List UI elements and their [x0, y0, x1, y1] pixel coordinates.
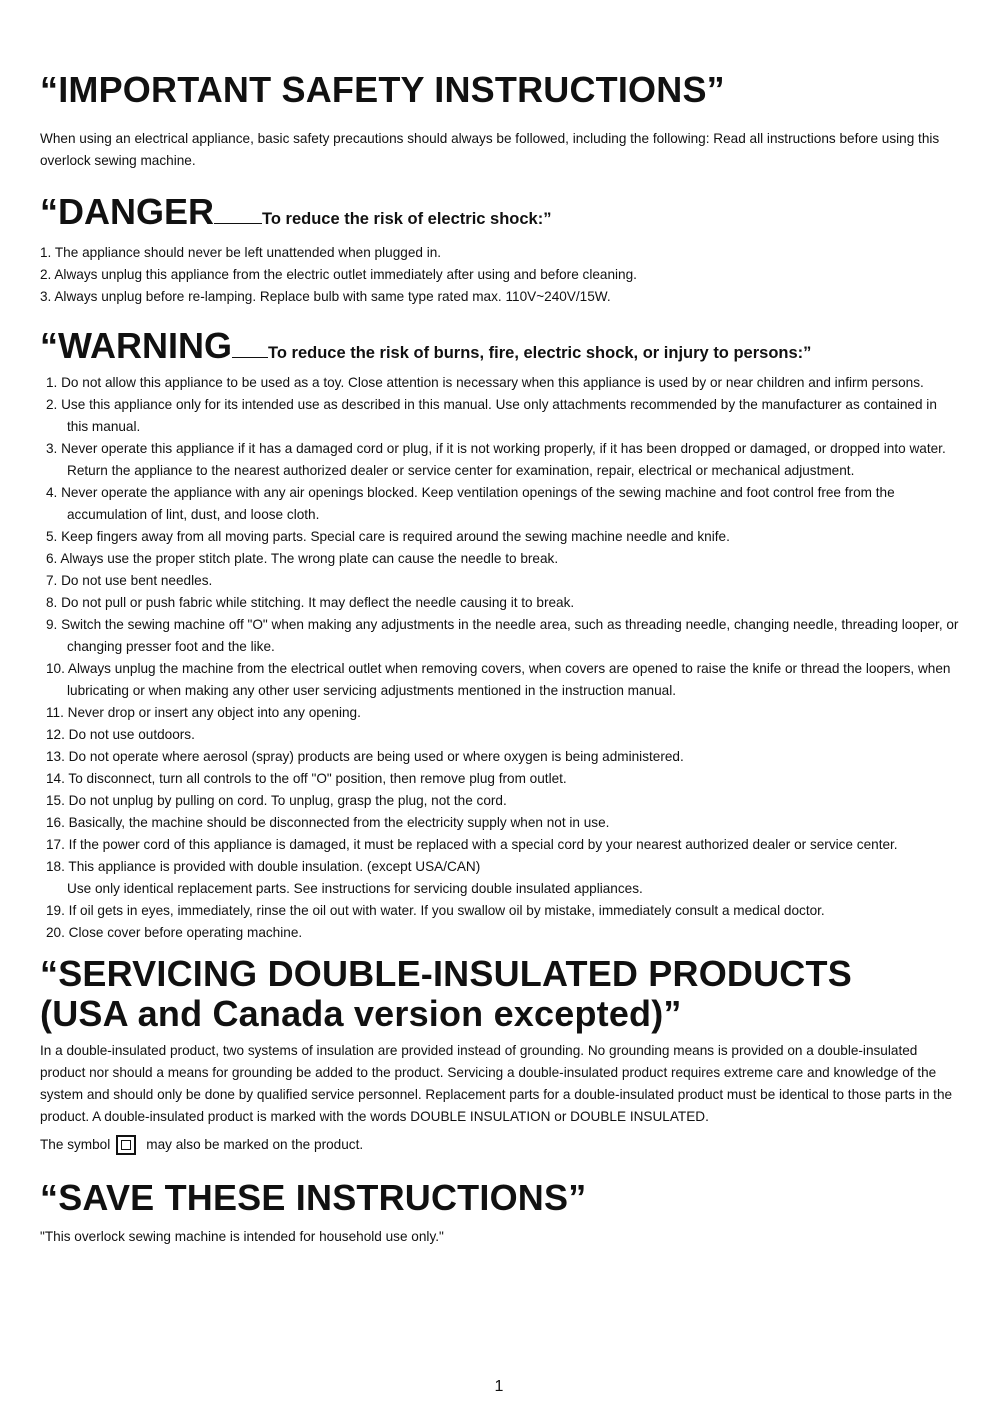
- manual-page: [40, 60, 960, 1248]
- list-item: 2. Always unplug this appliance from the electric outlet immediately after using and before cleaning.: [40, 267, 637, 282]
- list-item: 4. Never operate the appliance with any air openings blocked. Keep ventilation openings of the sewing machine and foot control free from the accumulation of lint, dust, and loose cloth.: [46, 485, 895, 522]
- list-item: 19. If oil gets in eyes, immediately, rinse the oil out with water. If you swallow oil by mistake, immediately consult a medical doctor.: [46, 903, 825, 918]
- symbol-line: [40, 1134, 960, 1156]
- list-item-18: [46, 856, 960, 900]
- symbol-after: may also be marked on the product.: [146, 1137, 364, 1152]
- list-item: 11. Never drop or insert any object into any opening.: [46, 705, 361, 720]
- danger-label: “DANGER: [40, 191, 215, 232]
- list-item: 1. Do not allow this appliance to be used as a toy. Close attention is necessary when this appliance is used by or near children and infirm persons.: [46, 375, 924, 390]
- servicing-body: In a double-insulated product, two systems of insulation are provided instead of grounding. No grounding means is provided on a double-insulated product nor should a means for grounding be added to the product. Servicing a double-insulated product requires extreme care and knowledge of the system and should only be done by qualified service personnel. Replacement parts for a double-insulated product must be identical to those parts in the product. A double-insulated product is marked with the words DOUBLE INSULATION or DOUBLE INSULATED.: [40, 1043, 953, 1124]
- list-item: 14. To disconnect, turn all controls to the off "O" position, then remove plug from outlet.: [46, 771, 567, 786]
- danger-header: [40, 192, 960, 232]
- danger-underline: [214, 223, 262, 224]
- danger-subtitle: To reduce the risk of electric shock:”: [262, 210, 552, 228]
- list-item-18-text: 18. This appliance is provided with double insulation. (except USA/CAN): [46, 859, 481, 874]
- page-number: 1: [494, 1378, 504, 1395]
- list-item: 3. Never operate this appliance if it has a damaged cord or plug, if it is not working properly, if it has been dropped or damaged, or dropped into water. Return the appliance to the nearest authorized dealer or service center for examination, repair, electrical or mechanical adjustment.: [46, 441, 946, 478]
- servicing-title-line1: “SERVICING DOUBLE-INSULATED PRODUCTS: [40, 953, 852, 994]
- list-item: 12. Do not use outdoors.: [46, 727, 195, 742]
- warning-underline: [232, 357, 268, 358]
- list-item: 20. Close cover before operating machine.: [46, 925, 303, 940]
- warning-header: [40, 326, 960, 366]
- safety-intro: When using an electrical appliance, basic safety precautions should always be followed, including the following: Read all instructions before using this overlock sewing machine.: [40, 131, 940, 168]
- list-item: 6. Always use the proper stitch plate. The wrong plate can cause the needle to break.: [46, 551, 559, 566]
- list-item: 7. Do not use bent needles.: [46, 573, 213, 588]
- save-note: "This overlock sewing machine is intended for household use only.": [40, 1229, 444, 1244]
- list-item: 8. Do not pull or push fabric while stitching. It may deflect the needle causing it to break.: [46, 595, 575, 610]
- save-title: “SAVE THESE INSTRUCTIONS”: [40, 1177, 587, 1218]
- double-insulation-square-icon: [116, 1135, 136, 1155]
- warning-list: [46, 372, 960, 944]
- list-item: 1. The appliance should never be left unattended when plugged in.: [40, 245, 442, 260]
- servicing-title-line2: (USA and Canada version excepted)”: [40, 993, 682, 1034]
- list-item: 9. Switch the sewing machine off "O" when making any adjustments in the needle area, such as threading needle, changing needle, threading looper, or changing presser foot and the like.: [46, 617, 959, 654]
- list-item: 13. Do not operate where aerosol (spray) products are being used or where oxygen is being administered.: [46, 749, 684, 764]
- list-item: 15. Do not unplug by pulling on cord. To unplug, grasp the plug, not the cord.: [46, 793, 507, 808]
- danger-list: [40, 242, 960, 308]
- safety-title: “IMPORTANT SAFETY INSTRUCTIONS”: [40, 69, 725, 110]
- symbol-before: The symbol: [40, 1137, 111, 1152]
- list-item: 10. Always unplug the machine from the electrical outlet when removing covers, when covers are opened to raise the knife or thread the loopers, when lubricating or when making any other user servicing adjustments mentioned in the instruction manual.: [46, 661, 951, 698]
- list-item: 5. Keep fingers away from all moving parts. Special care is required around the sewing machine needle and knife.: [46, 529, 730, 544]
- warning-subtitle: To reduce the risk of burns, fire, electric shock, or injury to persons:”: [268, 344, 812, 362]
- list-item: 3. Always unplug before re-lamping. Replace bulb with same type rated max. 110V~240V/15W.: [40, 289, 611, 304]
- list-item: 2. Use this appliance only for its intended use as described in this manual. Use only attachments recommended by the manufacturer as contained in this manual.: [46, 397, 937, 434]
- warning-label: “WARNING: [40, 325, 232, 366]
- list-item: 16. Basically, the machine should be disconnected from the electricity supply when not in use.: [46, 815, 610, 830]
- list-item-18-extra: Use only identical replacement parts. See instructions for servicing double insulated appliances.: [67, 881, 643, 896]
- list-item: 17. If the power cord of this appliance is damaged, it must be replaced with a special cord by your nearest authorized dealer or service center.: [46, 837, 898, 852]
